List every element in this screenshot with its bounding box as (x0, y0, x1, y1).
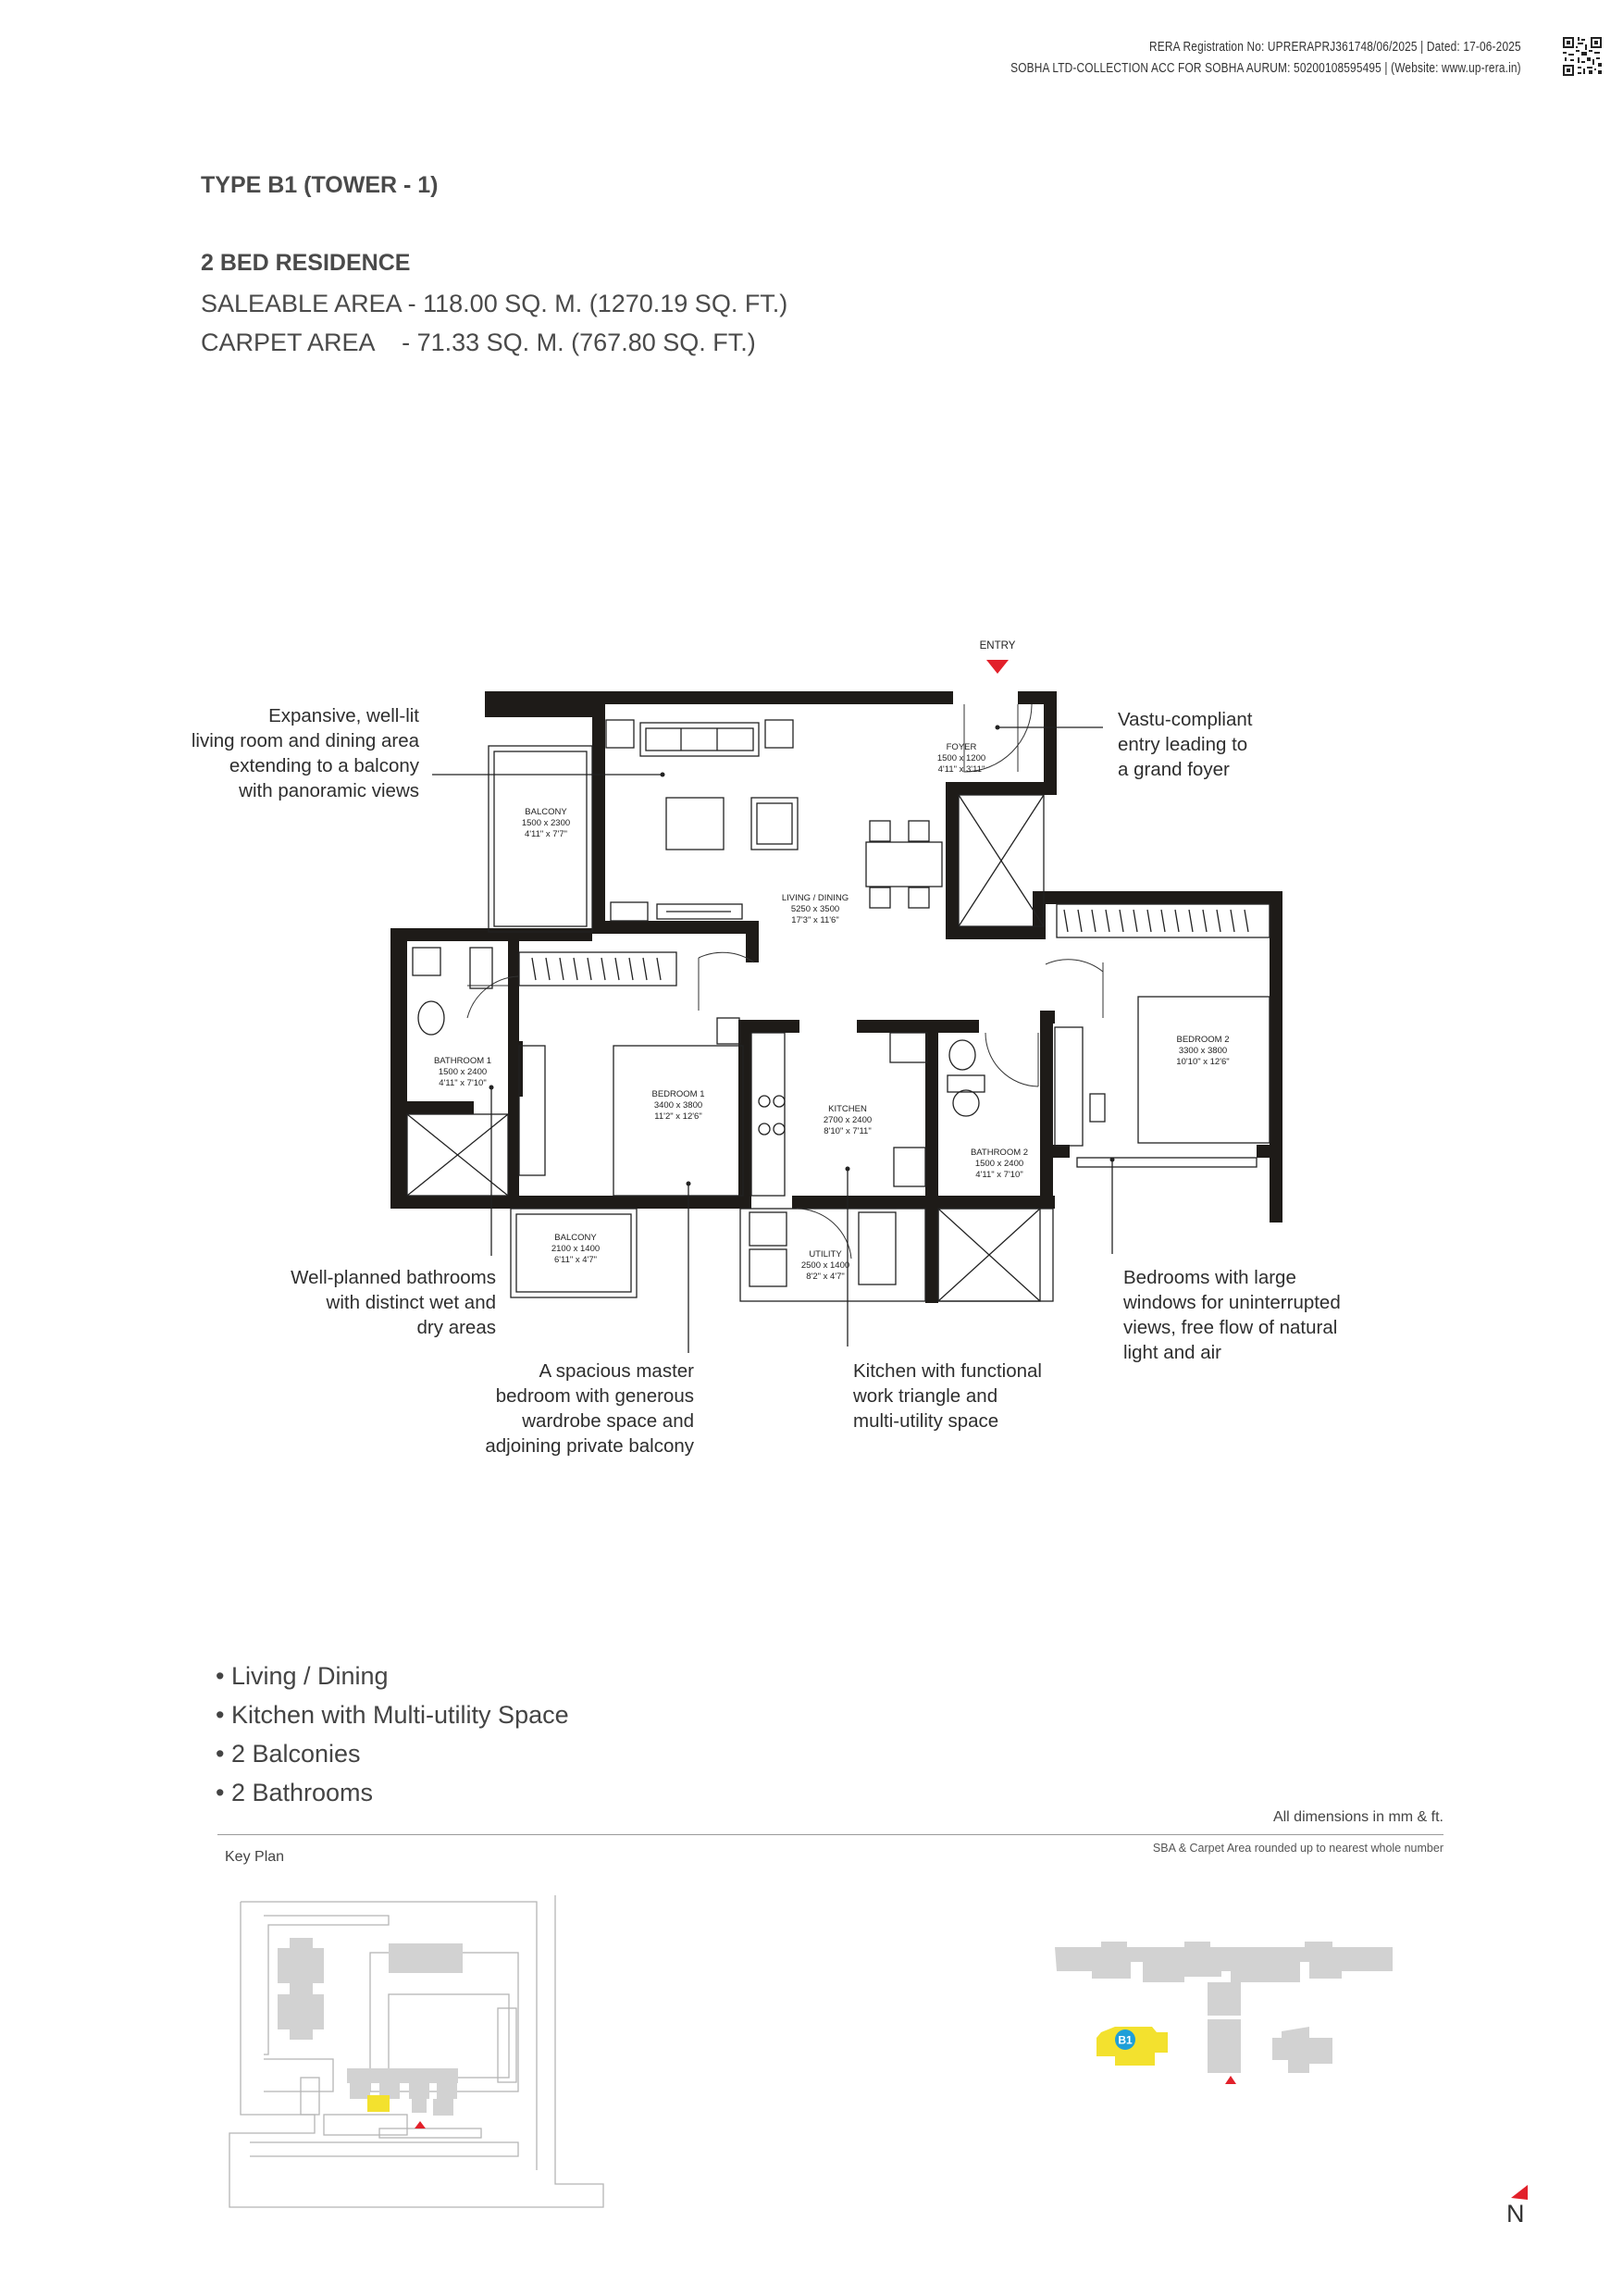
balcony-living-mm: 1500 x 2300 (521, 818, 571, 828)
annotation-master-bedroom (485, 1359, 694, 1458)
annotation-line: A spacious master (539, 1360, 694, 1382)
bathroom1-name: BATHROOM 1 (433, 1056, 492, 1066)
bedroom1-mm: 3400 x 3800 (653, 1100, 703, 1111)
utility-mm: 2500 x 1400 (800, 1260, 850, 1271)
kitchen-mm: 2700 x 2400 (823, 1115, 873, 1125)
annotation-line: a grand foyer (1118, 759, 1230, 780)
annotation-line: entry leading to (1118, 734, 1248, 755)
annotation-bathrooms (291, 1265, 496, 1340)
annotation-line: work triangle and (853, 1385, 998, 1407)
kitchen-name: KITCHEN (828, 1104, 867, 1114)
bathroom1-ft: 4'11" x 7'10" (439, 1078, 487, 1088)
annotation-line: windows for uninterrupted (1123, 1292, 1341, 1313)
rounding-note: SBA & Carpet Area rounded up to nearest whole number (1152, 1842, 1443, 1855)
annotation-line: with panoramic views (239, 780, 419, 801)
key-plan-label: Key Plan (225, 1849, 285, 1865)
feature-item: • Living / Dining (216, 1657, 569, 1695)
annotation-line: adjoining private balcony (485, 1435, 694, 1457)
site-key-plan (213, 1879, 620, 2221)
annotation-line: living room and dining area (191, 730, 419, 751)
residence-title: 2 BED RESIDENCE (201, 250, 411, 276)
foyer-ft: 4'11" x 3'11" (937, 764, 985, 775)
annotation-line: Bedrooms with large (1123, 1267, 1296, 1288)
bedroom1-ft: 11'2" x 12'6" (654, 1111, 702, 1122)
kitchen-fixtures (750, 1033, 927, 1286)
entry-arrow-icon (986, 660, 1009, 674)
unit-badge-label: B1 (1118, 2033, 1133, 2047)
living-name: LIVING / DINING (781, 893, 849, 903)
bathroom2-mm: 1500 x 2400 (974, 1159, 1024, 1169)
annotation-line: views, free flow of natural (1123, 1317, 1338, 1338)
annotation-line: extending to a balcony (229, 755, 419, 776)
annotation-line: Kitchen with functional (853, 1360, 1042, 1382)
annotation-line: bedroom with generous (495, 1385, 694, 1407)
site-unit-highlight (367, 2095, 390, 2112)
bedroom-1-furniture (519, 952, 743, 1196)
annotation-line: multi-utility space (853, 1410, 999, 1432)
tower-key-plan (1046, 1934, 1416, 2128)
annotation-line: Expansive, well-lit (268, 705, 419, 726)
feature-item: • Kitchen with Multi-utility Space (216, 1695, 569, 1734)
entry-label: ENTRY (979, 640, 1016, 652)
annotation-line: with distinct wet and (326, 1292, 496, 1313)
bedroom-2-furniture (1055, 904, 1270, 1146)
bathroom2-ft: 4'11" x 7'10" (975, 1170, 1023, 1180)
saleable-area: SALEABLE AREA - 118.00 SQ. M. (1270.19 SQ. FT.) (201, 290, 788, 317)
feature-item: • 2 Bathrooms (216, 1773, 569, 1812)
annotation-living (192, 703, 419, 803)
foyer-shaft (959, 795, 1044, 926)
living-ft: 17'3" x 11'6" (791, 915, 839, 925)
unit-type-title: TYPE B1 (TOWER - 1) (201, 172, 439, 198)
divider (217, 1834, 1443, 1835)
utility-ft: 8'2" x 4'7" (806, 1272, 845, 1282)
annotation-line: Vastu-compliant (1118, 709, 1253, 730)
bedroom2-ft: 10'10" x 12'6" (1176, 1057, 1230, 1067)
tower-entry-arrow-icon (1225, 2076, 1236, 2084)
bedroom1-name: BEDROOM 1 (651, 1089, 705, 1099)
kitchen-ft: 8'10" x 7'11" (824, 1126, 872, 1136)
bedroom2-mm: 3300 x 3800 (1178, 1046, 1228, 1056)
balcony-living-name: BALCONY (525, 807, 567, 817)
dimensions-note: All dimensions in mm & ft. (1272, 1809, 1443, 1825)
north-label: N (1506, 2200, 1525, 2228)
annotation-entry (1118, 707, 1252, 782)
foyer-name: FOYER (946, 742, 977, 752)
bedroom2-name: BEDROOM 2 (1176, 1035, 1230, 1045)
annotation-line: dry areas (416, 1317, 496, 1338)
annotation-bedrooms (1123, 1265, 1341, 1365)
site-entry-arrow-icon (415, 2121, 426, 2128)
annotation-kitchen (853, 1359, 1042, 1433)
rera-line-2: SOBHA LTD-COLLECTION ACC FOR SOBHA AURUM: 50200108595495 | (Website: www.up-rera.in) (1010, 61, 1521, 76)
annotation-line: light and air (1123, 1342, 1221, 1363)
living-mm: 5250 x 3500 (790, 904, 840, 914)
balcony-bed-mm: 2100 x 1400 (551, 1244, 601, 1254)
balcony-bed-ft: 6'11" x 4'7" (553, 1255, 598, 1265)
feature-list (216, 1657, 569, 1812)
balcony-living-ft: 4'11" x 7'7" (524, 829, 568, 839)
bathroom1-mm: 1500 x 2400 (438, 1067, 488, 1077)
rera-line-1: RERA Registration No: UPRERAPRJ361748/06/2025 | Dated: 17-06-2025 (1149, 40, 1521, 55)
annotation-line: wardrobe space and (522, 1410, 694, 1432)
balcony-bed-name: BALCONY (554, 1233, 597, 1243)
utility-name: UTILITY (809, 1249, 842, 1260)
feature-item: • 2 Balconies (216, 1734, 569, 1773)
living-furniture (606, 720, 942, 921)
carpet-area: CARPET AREA - 71.33 SQ. M. (767.80 SQ. FT.) (201, 329, 756, 356)
annotation-line: Well-planned bathrooms (291, 1267, 496, 1288)
bathroom2-name: BATHROOM 2 (970, 1148, 1029, 1158)
foyer-mm: 1500 x 1200 (936, 753, 986, 763)
